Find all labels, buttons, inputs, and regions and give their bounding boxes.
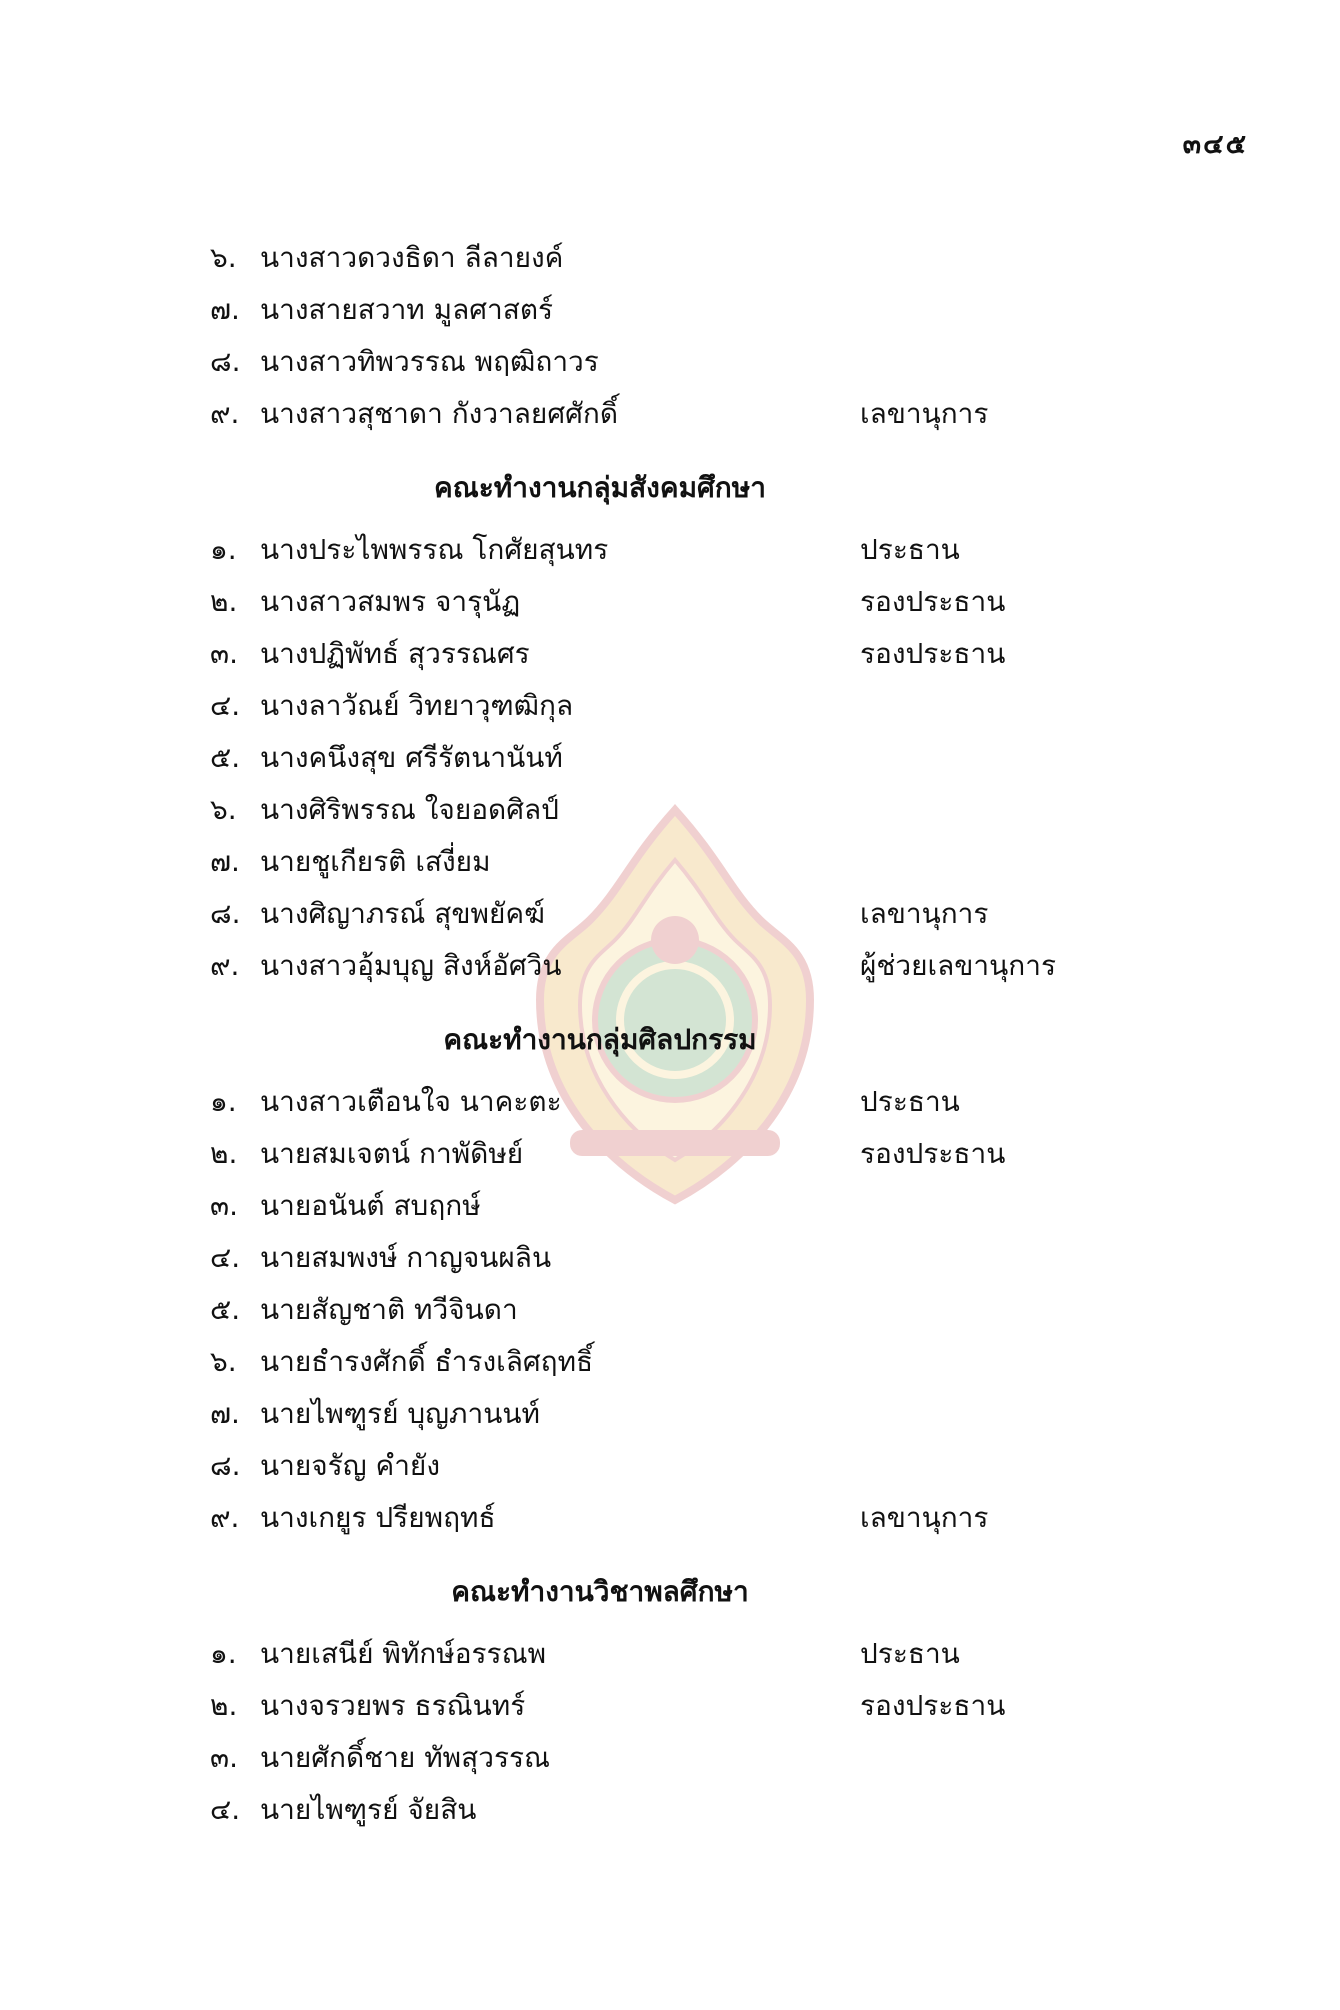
list-item xyxy=(210,732,1110,784)
item-number: ๘. xyxy=(210,345,241,378)
page-number: ๓๔๕ xyxy=(1182,129,1248,160)
member-role: เลขานุการ xyxy=(860,897,989,930)
member-name: นางสาวสุชาดา กังวาลยศศักดิ์ xyxy=(260,397,619,430)
section-continued xyxy=(210,232,1110,440)
list-item xyxy=(210,576,1110,628)
list-item xyxy=(210,628,1110,680)
list-item xyxy=(210,784,1110,836)
member-name: นางสายสวาท มูลศาสตร์ xyxy=(260,293,554,326)
list-item xyxy=(210,1680,1110,1732)
list-item xyxy=(210,836,1110,888)
list-item xyxy=(210,336,1110,388)
member-role: รองประธาน xyxy=(860,1689,1006,1722)
member-name: นายอนันต์ สบฤกษ์ xyxy=(260,1189,481,1222)
list-item xyxy=(210,680,1110,732)
member-name: นายไพฑูรย์ จัยสิน xyxy=(260,1793,477,1826)
list-item xyxy=(210,1784,1110,1836)
list-item xyxy=(210,284,1110,336)
item-number: ๘. xyxy=(210,897,241,930)
item-number: ๙. xyxy=(210,397,240,430)
member-role: รองประธาน xyxy=(860,1137,1006,1170)
item-number: ๑. xyxy=(210,533,237,566)
list-item xyxy=(210,888,1110,940)
list-item xyxy=(210,1180,1110,1232)
item-number: ๙. xyxy=(210,949,240,982)
item-number: ๓. xyxy=(210,637,239,670)
list-item xyxy=(210,388,1110,440)
item-number: ๗. xyxy=(210,293,240,326)
member-name: นางสาวเตือนใจ นาคะตะ xyxy=(260,1085,562,1118)
member-name: นางปฏิพัทธ์ สุวรรณศร xyxy=(260,637,530,670)
list-item xyxy=(210,940,1110,992)
section-physical-education xyxy=(210,1562,1110,1836)
item-number: ๖. xyxy=(210,1345,237,1378)
committee-list xyxy=(210,232,1110,1836)
item-number: ๑. xyxy=(210,1637,237,1670)
member-name: นางศิริพรรณ ใจยอดศิลป์ xyxy=(260,793,559,826)
item-number: ๗. xyxy=(210,1397,240,1430)
item-number: ๘. xyxy=(210,1449,241,1482)
item-number: ๒. xyxy=(210,1689,238,1722)
member-name: นายสัญชาติ ทวีจินดา xyxy=(260,1293,518,1326)
member-name: นางประไพพรรณ โกศัยสุนทร xyxy=(260,533,609,566)
item-number: ๒. xyxy=(210,585,238,618)
item-number: ๙. xyxy=(210,1501,240,1534)
member-name: นางจรวยพร ธรณินทร์ xyxy=(260,1689,526,1722)
member-name: นายสมพงษ์ กาญจนผลิน xyxy=(260,1241,552,1274)
list-item xyxy=(210,524,1110,576)
member-name: นายชูเกียรติ เสงี่ยม xyxy=(260,845,491,878)
member-role: ประธาน xyxy=(860,1085,960,1118)
item-number: ๖. xyxy=(210,793,237,826)
list-item xyxy=(210,1440,1110,1492)
member-name: นางคนึงสุข ศรีรัตนานันท์ xyxy=(260,741,563,774)
list-item xyxy=(210,1492,1110,1544)
item-number: ๓. xyxy=(210,1741,239,1774)
member-role: เลขานุการ xyxy=(860,1501,989,1534)
list-item xyxy=(210,1628,1110,1680)
item-number: ๕. xyxy=(210,1293,241,1326)
list-item xyxy=(210,1732,1110,1784)
item-number: ๔. xyxy=(210,1241,241,1274)
member-name: นายไพฑูรย์ บุญภานนท์ xyxy=(260,1397,540,1430)
member-role: ประธาน xyxy=(860,533,960,566)
list-item xyxy=(210,1232,1110,1284)
list-item xyxy=(210,1128,1110,1180)
item-number: ๓. xyxy=(210,1189,239,1222)
section-arts xyxy=(210,1010,1110,1544)
member-name: นายสมเจตน์ กาพัดิษย์ xyxy=(260,1137,524,1170)
member-role: ผู้ช่วยเลขานุการ xyxy=(860,949,1056,982)
member-role: ประธาน xyxy=(860,1637,960,1670)
item-number: ๑. xyxy=(210,1085,237,1118)
member-role: รองประธาน xyxy=(860,637,1006,670)
item-number: ๔. xyxy=(210,1793,241,1826)
member-role: เลขานุการ xyxy=(860,397,989,430)
section-heading: คณะทำงานกลุ่มสังคมศึกษา xyxy=(434,471,766,504)
member-name: นางสาวอุ้มบุญ สิงห์อัศวิน xyxy=(260,949,562,982)
list-item xyxy=(210,1284,1110,1336)
section-social-studies xyxy=(210,458,1110,992)
member-name: นางลาวัณย์ วิทยาวุฑฒิกุล xyxy=(260,689,574,722)
section-heading: คณะทำงานวิชาพลศึกษา xyxy=(451,1575,749,1608)
member-name: นายจรัญ คำยัง xyxy=(260,1449,441,1482)
item-number: ๖. xyxy=(210,241,237,274)
member-name: นายธำรงศักดิ์ ธำรงเลิศฤทธิ์ xyxy=(260,1345,594,1378)
item-number: ๗. xyxy=(210,845,240,878)
list-item xyxy=(210,232,1110,284)
item-number: ๔. xyxy=(210,689,241,722)
member-name: นางสาวดวงธิดา ลีลายงค์ xyxy=(260,241,564,274)
member-name: นางสาวทิพวรรณ พฤฒิถาวร xyxy=(260,345,599,378)
member-role: รองประธาน xyxy=(860,585,1006,618)
member-name: นางศิญาภรณ์ สุขพยัคฆ์ xyxy=(260,897,545,930)
member-name: นางเกยูร ปรียพฤทธ์ xyxy=(260,1501,496,1534)
list-item xyxy=(210,1076,1110,1128)
section-heading: คณะทำงานกลุ่มศิลปกรรม xyxy=(443,1023,757,1056)
list-item xyxy=(210,1388,1110,1440)
member-name: นายศักดิ์ชาย ทัพสุวรรณ xyxy=(260,1741,550,1774)
member-name: นายเสนีย์ พิทักษ์อรรณพ xyxy=(260,1637,547,1670)
item-number: ๒. xyxy=(210,1137,238,1170)
list-item xyxy=(210,1336,1110,1388)
member-name: นางสาวสมพร จารุนัฏ xyxy=(260,585,521,618)
item-number: ๕. xyxy=(210,741,241,774)
